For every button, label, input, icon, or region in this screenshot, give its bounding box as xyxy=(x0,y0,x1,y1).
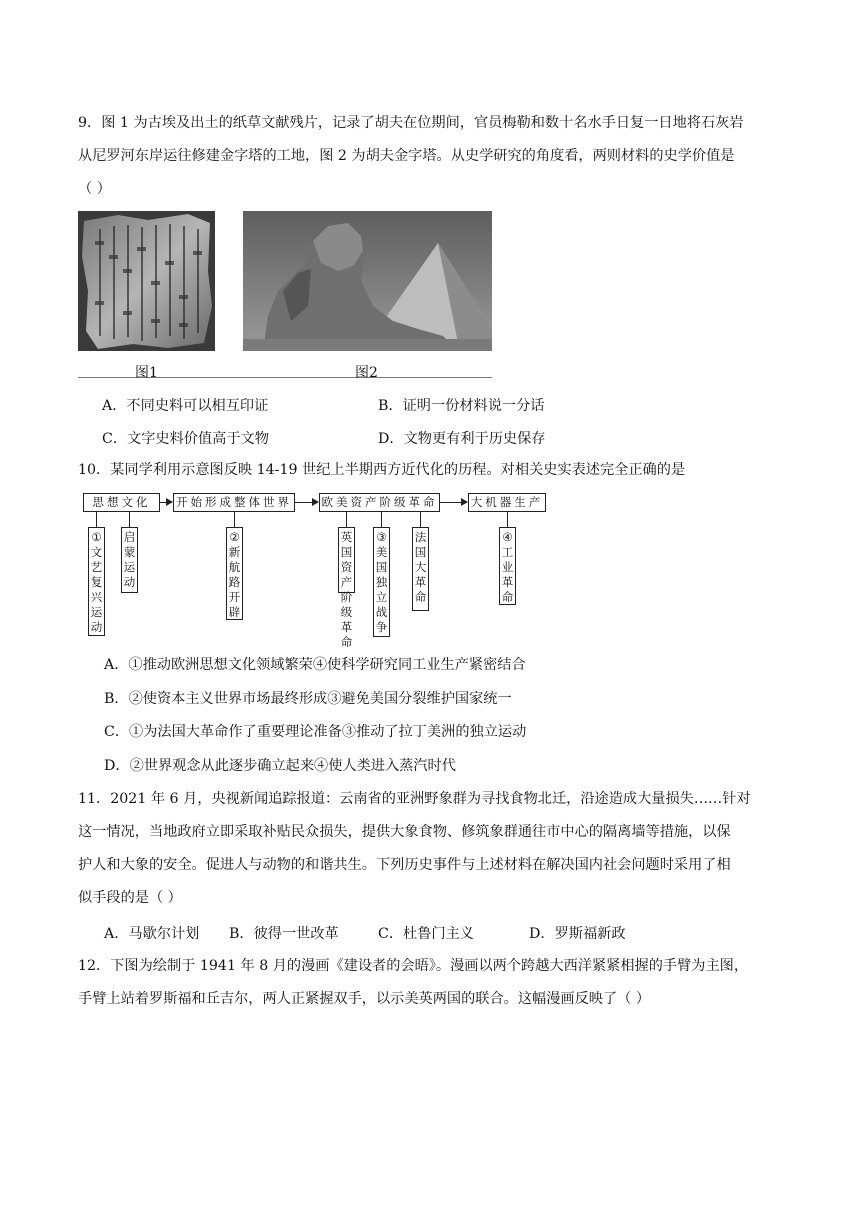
q11-option-d[interactable]: D．罗斯福新政 xyxy=(529,926,626,942)
diagram-item-french-revolution: 法 国 大 革 命 xyxy=(412,527,429,611)
q11-option-a[interactable]: A．马歇尔计划 xyxy=(104,926,200,942)
q12-stem-line-1: 12．下图为绘制于 1941 年 8 月的漫画《建设者的会晤》。漫画以两个跨越大西洋紧紧相握的手臂为主图， xyxy=(78,958,749,974)
q9-option-a[interactable]: A．不同史料可以相互印证 xyxy=(102,398,269,414)
q10-option-a[interactable]: A．①推动欧洲思想文化领域繁荣④使科学研究同工业生产紧密结合 xyxy=(104,657,526,673)
q10-stem: 10．某同学利用示意图反映 14-19 世纪上半期西方近代化的历程。对相关史实表述完全正确的是 xyxy=(78,462,686,478)
q9-stem-line-2: 从尼罗河东岸运往修建金字塔的工地，图 2 为胡夫金字塔。从史学研究的角度看，两则材料的史学价值是 xyxy=(78,148,735,164)
q9-option-c[interactable]: C．文字史料价值高于文物 xyxy=(102,431,269,447)
papyrus-fragment-image xyxy=(78,211,215,351)
diagram-item-enlightenment: 启 蒙 运 动 xyxy=(121,527,138,593)
diagram-item-american-independence: ③ 美 国 独 立 战 争 xyxy=(373,527,390,637)
q11-stem-line-4: 似手段的是（ ） xyxy=(78,890,182,906)
diagram-item-industrial-revolution: ④ 工 业 革 命 xyxy=(499,527,516,605)
q11-option-c[interactable]: C．杜鲁门主义 xyxy=(378,926,474,942)
q11-option-b[interactable]: B．彼得一世改革 xyxy=(229,926,339,942)
diagram-arrow-2 xyxy=(295,502,318,503)
q10-option-b[interactable]: B．②使资本主义世界市场最终形成③避免美国分裂维护国家统一 xyxy=(104,691,512,707)
diagram-head-bourgeois-revolutions: 欧美资产阶级革命 xyxy=(319,493,440,512)
diagram-arrow-3 xyxy=(440,502,467,503)
q9-stem-line-1: 9．图 1 为古埃及出土的纸草文献残片，记录了胡夫在位期间，官员梅勒和数十名水手日复一日地将石灰岩 xyxy=(78,115,744,131)
q9-option-b[interactable]: B．证明一份材料说一分话 xyxy=(378,398,545,414)
diagram-item-renaissance: ① 文 艺 复 兴 运 动 xyxy=(88,527,105,636)
diagram-item-new-sea-routes: ② 新 航 路 开 辟 xyxy=(226,527,243,620)
diagram-item-english-revolution: 英 国 资 产 阶 级 革 命 xyxy=(338,527,355,593)
q9-stem-line-3: （ ） xyxy=(78,181,111,197)
fig2-caption: 图2 xyxy=(355,365,378,381)
diagram-head-machine-production: 大机器生产 xyxy=(468,493,546,512)
q9-option-d[interactable]: D．文物更有利于历史保存 xyxy=(378,431,546,447)
diagram-head-thought-culture: 思想文化 xyxy=(83,493,160,512)
q12-stem-line-2: 手臂上站着罗斯福和丘吉尔，两人正紧握双手，以示美英两国的联合。这幅漫画反映了（ ） xyxy=(78,991,651,1007)
q11-stem-line-2: 这一情况，当地政府立即采取补贴民众损失，提供大象食物、修筑象群通往市中心的隔离墙等措施，以保 xyxy=(78,824,731,840)
q11-stem-line-3: 护人和大象的安全。促进人与动物的和谐共生。下列历史事件与上述材料在解决国内社会问题时采用了相 xyxy=(78,857,731,873)
diagram-head-world-formation: 开始形成整体世界 xyxy=(173,493,295,512)
q10-option-d[interactable]: D．②世界观念从此逐步确立起来④使人类进入蒸汽时代 xyxy=(104,758,456,774)
fig1-caption: 图1 xyxy=(135,365,158,381)
sphinx-pyramid-image xyxy=(243,211,492,351)
q10-option-c[interactable]: C．①为法国大革命作了重要理论准备③推动了拉丁美洲的独立运动 xyxy=(104,724,527,740)
q11-stem-line-1: 11．2021 年 6 月，央视新闻追踪报道：云南省的亚洲野象群为寻找食物北迁，沿途造成大量损失……针对 xyxy=(78,791,751,807)
diagram-arrow-1 xyxy=(160,502,172,503)
